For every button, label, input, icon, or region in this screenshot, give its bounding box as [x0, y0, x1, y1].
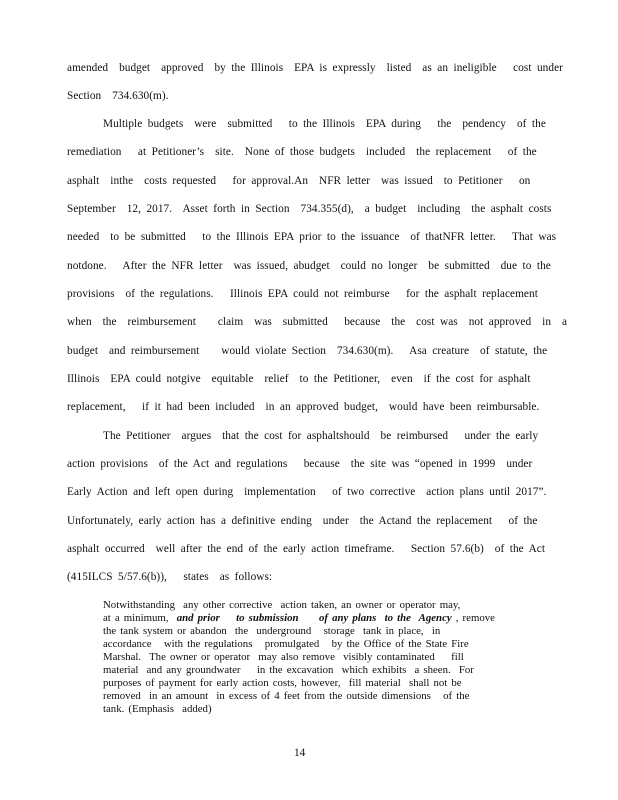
quote-line: purposes of payment for early action costs, however, fill material shall not be — [103, 677, 462, 689]
quote-line — [103, 612, 495, 625]
quote-text: , remove — [451, 612, 495, 624]
paragraph-line: The Petitioner argues that the cost for asphaltshould be reimbursed under the early — [103, 430, 539, 442]
paragraph-line: (415ILCS 5/57.6(b)), states as follows: — [67, 571, 273, 583]
paragraph-line: asphalt inthe costs requested for approval.An NFR letter was issued to Petitioner on — [67, 175, 531, 187]
paragraph-line: amended budget approved by the Illinois EPA is expressly listed as an ineligible cost under — [67, 62, 563, 74]
paragraph-line: September 12, 2017. Asset forth in Section 734.355(d), a budget including the asphalt costs — [67, 203, 552, 215]
paragraph-line: budget and reimbursement would violate Section 734.630(m). Asa creature of statute, the — [67, 345, 548, 357]
quote-line: Notwithstanding any other corrective action taken, an owner or operator may, — [103, 599, 461, 611]
paragraph-line: provisions of the regulations. Illinois EPA could not reimburse for the asphalt replacement — [67, 288, 538, 300]
paragraph-line: remediation at Petitioner’s site. None of those budgets included the replacement of the — [67, 146, 537, 158]
paragraph-line: when the reimbursement claim was submitted because the cost was not approved in a — [67, 316, 568, 328]
paragraph-line: needed to be submitted to the Illinois EPA prior to the issuance of thatNFR letter. That was — [67, 231, 557, 243]
paragraph-line: Early Action and left open during implementation of two corrective action plans until 2017”. — [67, 486, 547, 498]
quote-line: material and any groundwater in the excavation which exhibits a sheen. For — [103, 664, 474, 676]
page-number: 14 — [294, 747, 306, 759]
quote-line: the tank system or abandon the underground storage tank in place, in — [103, 625, 441, 637]
quote-line: tank. (Emphasis added) — [103, 703, 212, 715]
paragraph-line: Section 734.630(m). — [67, 90, 169, 102]
quote-line: Marshal. The owner or operator may also remove visibly contaminated fill — [103, 651, 464, 663]
paragraph-line: action provisions of the Act and regulations because the site was “opened in 1999 under — [67, 458, 533, 470]
paragraph-line: asphalt occurred well after the end of the early action timeframe. Section 57.6(b) of the Act — [67, 543, 546, 555]
quote-emphasis: and prior to submission of any plans to the Agency — [176, 612, 452, 624]
quote-text: at a minimum, — [103, 612, 169, 624]
paragraph-line: notdone. After the NFR letter was issued, abudget could no longer be submitted due to the — [67, 260, 551, 272]
quote-line: removed in an amount in excess of 4 feet from the outside dimensions of the — [103, 690, 470, 702]
paragraph-line: Illinois EPA could notgive equitable relief to the Petitioner, even if the cost for asphalt — [67, 373, 531, 385]
quote-line: accordance with the regulations promulgated by the Office of the State Fire — [103, 638, 469, 650]
paragraph-line: replacement, if it had been included in an approved budget, would have been reimbursable. — [67, 401, 540, 413]
paragraph-line: Multiple budgets were submitted to the Illinois EPA during the pendency of the — [103, 118, 546, 130]
paragraph-line: Unfortunately, early action has a definitive ending under the Actand the replacement of the — [67, 515, 538, 527]
